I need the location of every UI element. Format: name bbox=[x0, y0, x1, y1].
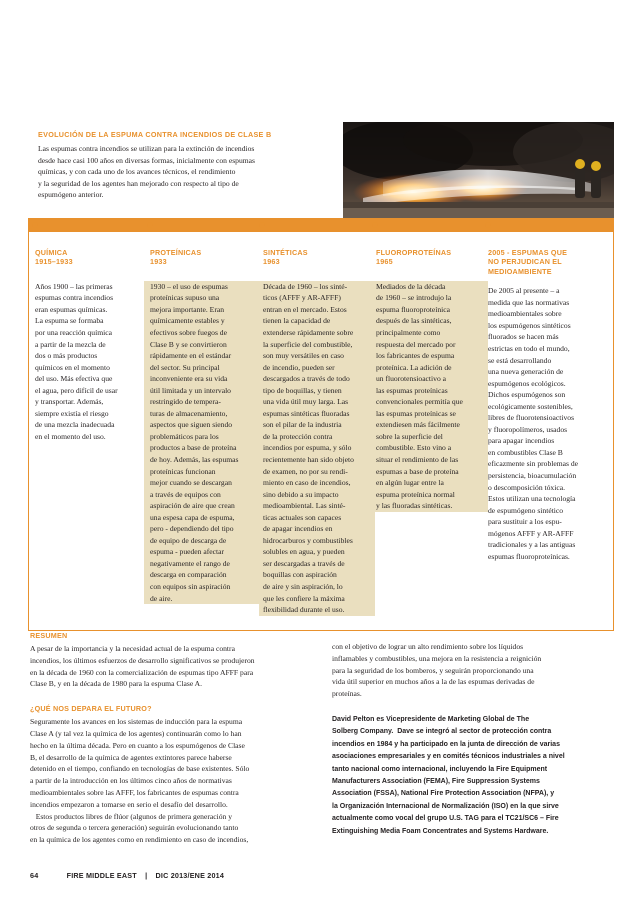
column-text-line: eficazmente sin problemas de bbox=[488, 459, 579, 469]
column-title-line: 1963 bbox=[263, 257, 280, 267]
column-text-line: aspectos que siguen siendo bbox=[150, 420, 233, 430]
column-title bbox=[263, 248, 373, 267]
column-text-line: un fluorotensioactivo a bbox=[376, 374, 447, 384]
column-text-line: extenderse rápidamente sobre bbox=[263, 328, 354, 337]
column-text-line: a partir de la mezcla de bbox=[35, 339, 106, 349]
column-text-line: mejor cuando se descargan bbox=[150, 478, 232, 488]
column-text-line: proteínicas supuso una bbox=[150, 293, 220, 303]
column-text-line: sobre la superficie del bbox=[376, 431, 443, 441]
column-text-line: pero - dependiendo del tipo bbox=[150, 524, 234, 534]
column-text bbox=[259, 281, 375, 616]
column-text-line: problemáticos para los bbox=[150, 431, 219, 441]
column-text-line: espumas sintéticas fluoradas bbox=[263, 408, 350, 418]
column-text-line: una vida útil muy larga. Las bbox=[263, 397, 349, 407]
bio-line: tanto nacional como internacional, incluyendo la Fire Equipment bbox=[332, 765, 548, 773]
timeline-column-fluoroproteinas bbox=[376, 248, 486, 512]
bio-line: Association (FSSA), National Fire Protection Association (NFPA), y bbox=[332, 790, 555, 798]
resumen-line: Clase B, y en la década de 1980 para la espuma Clase A. bbox=[30, 679, 203, 689]
hero-body-line: Las espumas contra incendios se utilizan para la extinción de incendios bbox=[38, 144, 255, 153]
column-text-line: ser descargadas a través de bbox=[263, 558, 345, 568]
bio-line: Manufacturers Association (FEMA), Fire Suppression Systems bbox=[332, 778, 540, 786]
column-text-line: estrictas en todo el mundo, bbox=[488, 343, 570, 353]
page-number: 64 bbox=[30, 871, 39, 880]
timeline-dot bbox=[32, 222, 38, 228]
bio-line: la Organización Internacional de Normalización (ISO) en la que sirve bbox=[332, 802, 559, 810]
column-text-line: respuesta del mercado por bbox=[376, 339, 456, 349]
column-text-line: espuma proteínica normal bbox=[376, 489, 455, 499]
column-text-line: descarga en comparación bbox=[150, 570, 227, 580]
column-text-line: espumas fluoroproteínicas. bbox=[488, 551, 570, 561]
column-text-line: extendiesen más fácilmente bbox=[376, 420, 460, 430]
column-text-line: una espesa capa de espuma, bbox=[150, 512, 235, 522]
footer-separator: | bbox=[145, 871, 148, 880]
column-text-line: el agua, pero difícil de usar bbox=[35, 385, 118, 395]
bio-line: Solberg Company. Dave se integró al sector de protección contra bbox=[332, 728, 552, 736]
column-text-line: del sector. Su principal bbox=[150, 362, 220, 372]
column-text-line: espuma - pueden afectar bbox=[150, 547, 224, 557]
futuro-heading: ¿QUÉ NOS DEPARA EL FUTURO? bbox=[30, 704, 152, 714]
column-text-line: solubles en agua, y pueden bbox=[263, 547, 345, 557]
column-text-line: proteínica. La adición de bbox=[376, 362, 452, 372]
column-text-line: miento en caso de incendios, bbox=[263, 478, 351, 488]
column-text-line: en algún lugar entre la bbox=[376, 478, 444, 488]
column-text-line: los espumógenos sintéticos bbox=[488, 320, 571, 330]
bio-line: Extinguishing Media Foam Concentrates and Systems Hardware. bbox=[332, 827, 549, 835]
column-title bbox=[35, 248, 145, 267]
column-text-line: incendios por espuma, y sólo bbox=[263, 443, 352, 453]
column-text-line: espumógenos ecológicos. bbox=[488, 378, 566, 388]
column-text-line: restringido de tempera- bbox=[150, 397, 221, 407]
column-title-line: FLUOROPROTEÍNAS bbox=[376, 248, 452, 257]
column-text-line: las espumas proteínicas bbox=[376, 385, 448, 395]
column-text-line: de la protección contra bbox=[263, 431, 333, 441]
issue-date: DIC 2013/ENE 2014 bbox=[155, 871, 225, 880]
timeline-dot bbox=[259, 222, 265, 228]
column-title-line: 1965 bbox=[376, 257, 393, 267]
timeline-band bbox=[28, 218, 614, 232]
column-text-line: son el pilar de la industria bbox=[263, 420, 342, 430]
column-text-line: proteínicas funcionan bbox=[150, 466, 216, 476]
column-text-line: en combustibles Clase B bbox=[488, 447, 563, 457]
column-text-line: productos a base de proteína bbox=[150, 443, 237, 453]
column-text-line: que les confiere la máxima bbox=[263, 593, 345, 603]
column-text-line: después de las sintéticas, bbox=[376, 316, 452, 326]
futuro-text bbox=[30, 716, 308, 846]
column-text-line: boquillas con aspiración bbox=[263, 570, 337, 580]
column-text-line: persistencia, bioacumulación bbox=[488, 470, 577, 480]
timeline-column-quimica bbox=[35, 248, 145, 442]
futuro-line: detenido en el tiempo, confiando en tecnologías de base existentes. Sólo bbox=[30, 764, 250, 774]
column-text-line: rápidamente en el estándar bbox=[150, 351, 232, 361]
bio-line: asociaciones empresariales y en comités técnicos industriales a nivel bbox=[332, 753, 565, 761]
futuro-line: medioambientales sobre las AFFF, los fabricantes de espumas contra bbox=[30, 787, 239, 797]
column-text-line: se está desarrollando bbox=[488, 355, 552, 365]
column-text-line: dos o más productos bbox=[35, 351, 98, 361]
column-text-line: de hoy. Además, las espumas bbox=[150, 455, 239, 465]
magazine-name: FIRE MIDDLE EAST bbox=[66, 871, 137, 880]
column-text-line: de examen, no por su rendi- bbox=[263, 466, 348, 476]
futuro-line: a partir de la introducción en los últimos cinco años de normativas bbox=[30, 776, 232, 786]
continuation-line: inflamables y combustibles, una mejora en la resistencia a reignición bbox=[332, 653, 542, 663]
column-title-line: 2005 - ESPUMAS QUE bbox=[488, 248, 568, 257]
column-text-line: con equipos sin aspiración bbox=[150, 582, 231, 592]
column-text-line: y las fluoradas sintéticas. bbox=[376, 501, 453, 511]
column-title-line: MEDIOAMBIENTE bbox=[488, 266, 552, 276]
resumen-line: A pesar de la importancia y la necesidad actual de la espuma contra bbox=[30, 644, 235, 653]
column-text-line: aspiración de aire que crean bbox=[150, 501, 235, 511]
continuation-line: para la seguridad de los bomberos, y seguirán proporcionando una bbox=[332, 665, 534, 675]
column-text-line: del uso. Más efectiva que bbox=[35, 374, 113, 384]
column-text-line: medioambientales sobre bbox=[488, 309, 562, 319]
bio-line: actualmente como vocal del grupo U.S. TAG para el TC21/SC6 – Fire bbox=[332, 815, 559, 823]
continuation-line: vida útil superior en muchos años a la de las espumas derivadas de bbox=[332, 677, 535, 687]
column-text-line: de apagar incendios en bbox=[263, 524, 333, 534]
page-footer bbox=[30, 871, 224, 880]
column-text-line: para apagar incendios bbox=[488, 436, 555, 446]
column-text-line: de una mezcla inadecuada bbox=[35, 420, 115, 430]
column-text-line: o descomposición tóxica. bbox=[488, 482, 565, 492]
column-text-line: turas de almacenamiento, bbox=[150, 408, 228, 418]
column-title-line: PROTEÍNICAS bbox=[150, 248, 202, 257]
column-text-line: de 1960 – se introdujo la bbox=[376, 293, 452, 303]
hero-body-line: desde hace casi 100 años en diversas formas, inicialmente con espumas bbox=[38, 155, 255, 165]
resumen-heading: RESUMEN bbox=[30, 631, 68, 640]
column-text-line: las espumas proteínicas se bbox=[376, 408, 456, 418]
hero-body-line: espumógeno anterior. bbox=[38, 190, 104, 200]
column-text-line: tradicionales y a las antiguas bbox=[488, 540, 576, 550]
column-text-line: hidrocarburos y combustibles bbox=[263, 535, 353, 545]
resumen-line: en la década de 1960 con la comercialización de espumas tipo AFFF para bbox=[30, 667, 254, 677]
bottom-left-column bbox=[30, 631, 308, 846]
column-text-line: ecológicamente sostenibles, bbox=[488, 401, 573, 411]
timeline-column-proteinicas bbox=[150, 248, 258, 604]
column-title bbox=[488, 248, 610, 276]
column-text-line: 1930 – el uso de espumas bbox=[150, 281, 228, 291]
hero-body-line: y la seguridad de los agentes han mejorado con respecto al tipo de bbox=[38, 178, 239, 188]
column-text-line: tienen la capacidad de bbox=[263, 316, 331, 326]
column-text-line: negativamente el rango de bbox=[150, 558, 230, 568]
column-text-line: de espumógeno sintético bbox=[488, 505, 564, 515]
column-text-line: mejora importante. Eran bbox=[150, 304, 225, 314]
column-text-line: en el momento del uso. bbox=[35, 431, 106, 441]
firefighting-photo bbox=[343, 122, 614, 218]
column-text-line: Década de 1960 – los sinté- bbox=[263, 281, 348, 291]
column-text-line: a través de equipos con bbox=[150, 489, 221, 499]
column-text-line: son muy versátiles en caso bbox=[263, 351, 344, 361]
column-title-line: 1915–1933 bbox=[35, 257, 73, 267]
column-text bbox=[374, 281, 488, 512]
column-text-line: una nueva generación de bbox=[488, 367, 564, 377]
column-text-line: de aire. bbox=[150, 593, 173, 603]
column-text-line: mógenos AFFF y AR-AFFF bbox=[488, 528, 574, 538]
futuro-line: Estos productos libres de flúor (algunos de primera generación y bbox=[30, 811, 233, 821]
column-text-line: convencionales permitía que bbox=[376, 397, 463, 407]
column-title-line: 1933 bbox=[150, 257, 167, 267]
column-text-line: espumas contra incendios bbox=[35, 293, 114, 303]
column-text-line: libres de fluorotensioactivos bbox=[488, 413, 575, 423]
column-text-line: De 2005 al presente – a bbox=[488, 286, 560, 296]
column-text-line: fluorados se hacen más bbox=[488, 332, 559, 342]
column-text-line: sino debido a su impacto bbox=[263, 489, 339, 499]
column-text-line: por una reacción química bbox=[35, 328, 112, 337]
column-text-line: eran espumas químicas. bbox=[35, 304, 108, 314]
futuro-line: incendios empezaron a tomarse en serio el desafío del desarrollo. bbox=[30, 799, 228, 809]
timeline-dot bbox=[372, 222, 378, 228]
column-text-line: Estos utilizan una tecnología bbox=[488, 494, 576, 504]
bio-line: incendios en 1984 y ha participado en la junta de dirección de varias bbox=[332, 740, 560, 748]
column-text-line: combustible. Esto vino a bbox=[376, 443, 452, 453]
column-title bbox=[376, 248, 486, 267]
column-text-line: químicos en el momento bbox=[35, 362, 110, 372]
futuro-line: B, el desarrollo de la química de agentes extintores parece haberse bbox=[30, 752, 232, 762]
author-bio bbox=[332, 714, 614, 838]
column-text-line: y transportar. Además, bbox=[35, 397, 104, 407]
column-text-line: la superficie del combustible, bbox=[263, 339, 353, 349]
column-text-line: siempre existía el riesgo bbox=[35, 408, 109, 418]
column-text-line: Mediados de la década bbox=[376, 281, 446, 291]
resumen-line: incendios, los últimos esfuerzos de desarrollo significativos se produjeron bbox=[30, 655, 255, 665]
resumen-text bbox=[30, 643, 308, 690]
column-title-line: NO PERJUDICAN EL bbox=[488, 257, 562, 267]
column-text bbox=[488, 285, 610, 562]
column-text bbox=[35, 281, 145, 443]
column-text-line: efectivos sobre fuegos de bbox=[150, 328, 227, 337]
column-text-line: principalmente como bbox=[376, 328, 441, 337]
column-title bbox=[150, 248, 258, 267]
column-text-line: para sustituir a los espu- bbox=[488, 517, 562, 527]
column-text-line: medioambiental. Las sinté- bbox=[263, 501, 346, 511]
column-text-line: ticas actuales son capaces bbox=[263, 512, 342, 522]
column-text-line: entran en el mercado. Estos bbox=[263, 304, 347, 314]
continuation-line: con el objetivo de lograr un alto rendimiento sobre los líquidos bbox=[332, 642, 524, 651]
bottom-right-column bbox=[332, 641, 614, 838]
column-text-line: La espuma se formaba bbox=[35, 316, 104, 326]
futuro-line: en la química de los agentes como en rendimiento en caso de incendios, bbox=[30, 835, 249, 845]
column-text-line: inconveniente era su vida bbox=[150, 374, 228, 384]
bio-line: David Pelton es Vicepresidente de Marketing Global de The bbox=[332, 715, 530, 723]
futuro-line: Seguramente los avances en los sistemas de inducción para la espuma bbox=[30, 717, 243, 727]
column-text-line: químicamente estables y bbox=[150, 316, 225, 326]
futuro-line: hecho en la última década. Pero en cuanto a los espumógenos de Clase bbox=[30, 740, 245, 750]
hero-body bbox=[38, 143, 338, 201]
futuro-line: otros de segunda o tercera generación) seguirán evolucionando tanto bbox=[30, 823, 239, 833]
column-text-line: descargados a través de todo bbox=[263, 374, 350, 384]
column-text-line: situar el rendimiento de las bbox=[376, 455, 459, 465]
column-text-line: Años 1900 – las primeras bbox=[35, 281, 113, 291]
column-text-line: espumas a base de proteína bbox=[376, 466, 459, 476]
column-text-line: espuma fluoroproteínica bbox=[376, 304, 451, 314]
column-title-line: SINTÉTICAS bbox=[263, 248, 308, 257]
column-title-line: QUÍMICA bbox=[35, 248, 68, 257]
hero-panel bbox=[28, 122, 614, 218]
column-text-line: útil limitada y un intervalo bbox=[150, 385, 231, 395]
timeline-dot bbox=[485, 222, 491, 228]
column-text-line: medida que las normativas bbox=[488, 297, 570, 307]
column-text bbox=[144, 281, 260, 604]
continuation-line: proteínas. bbox=[332, 689, 362, 699]
column-text-line: los fabricantes de espuma bbox=[376, 351, 455, 361]
hero-heading: EVOLUCIÓN DE LA ESPUMA CONTRA INCENDIOS DE CLASE B bbox=[38, 130, 272, 139]
timeline-column-sinteticas bbox=[263, 248, 373, 616]
hero-body-line: químicas, y con cada uno de los avances técnicos, el rendimiento bbox=[38, 167, 236, 177]
column-text-line: Dichos espumógenos son bbox=[488, 390, 566, 400]
timeline-dot bbox=[147, 222, 153, 228]
column-text-line: flexibilidad durante el uso. bbox=[263, 605, 345, 615]
column-text-line: Clase B y se convirtieron bbox=[150, 339, 227, 349]
column-text-line: de equipo de descarga de bbox=[150, 535, 227, 545]
timeline-column-2005 bbox=[488, 248, 610, 562]
column-text-line: recientemente han sido objeto bbox=[263, 455, 354, 465]
column-text-line: y fluoropolímeros, usados bbox=[488, 424, 568, 434]
column-text-line: de incendio, pueden ser bbox=[263, 362, 335, 372]
column-text-line: de aire y sin aspiración, lo bbox=[263, 582, 343, 592]
futuro-line: Clase A (y tal vez la química de los agentes) continuarán como lo han bbox=[30, 728, 242, 738]
continuation-text bbox=[332, 641, 614, 700]
column-text-line: ticos (AFFF y AR-AFFF) bbox=[263, 293, 341, 303]
hero-text bbox=[38, 130, 338, 201]
column-text-line: tipo de boquillas, y tienen bbox=[263, 385, 342, 395]
